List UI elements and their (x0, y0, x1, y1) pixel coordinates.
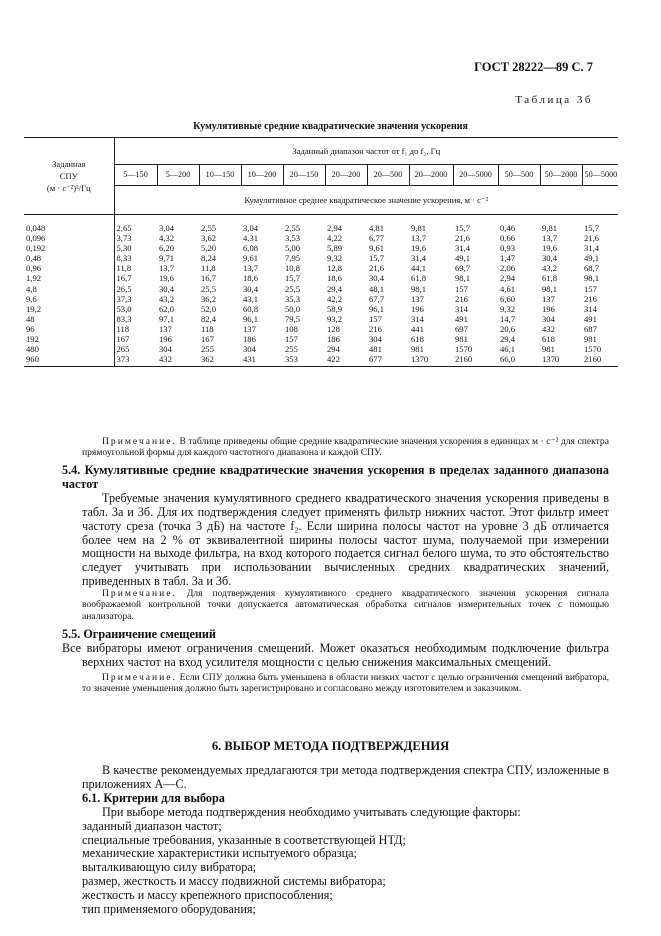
value-cell: 58,9 (327, 303, 343, 314)
value-cell: 353 (283, 354, 325, 367)
value-cell: 1570 (584, 344, 602, 355)
range-header: 20—2000 (409, 165, 453, 186)
criteria-item: заданный диапазон частот; (82, 818, 222, 833)
value-cell: 196 (411, 303, 424, 314)
value-cell: 10,8 (285, 263, 301, 274)
value-cell: 196 (159, 334, 172, 345)
table-label: Таблица 3б (515, 94, 593, 106)
value-cell: 677 (367, 354, 409, 367)
value-cell: 26,5 (116, 283, 132, 294)
value-cell: 157 (285, 334, 298, 345)
range-header: 5—150 (114, 165, 157, 186)
psd-cell: 0,048 (24, 215, 114, 234)
value-cell: 19,6 (159, 273, 175, 284)
value-cell: 66,0 (498, 354, 540, 367)
value-cell: 304 (243, 344, 256, 355)
value-cell: 687 (584, 323, 597, 334)
value-cell: 7,95 (285, 253, 301, 264)
value-cell: 11,8 (116, 263, 132, 274)
value-cell: 61,8 (411, 273, 427, 284)
value-cell: 30,4 (243, 283, 259, 294)
value-cell: 19,6 (542, 243, 558, 254)
value-cell: 5,00 (285, 243, 301, 254)
value-cell: 2,55 (285, 223, 301, 233)
note-label: Примечание. (102, 436, 177, 447)
value-cell: 4,22 (327, 233, 343, 244)
section-6 (82, 764, 609, 917)
value-cell: 49,1 (455, 253, 471, 264)
note-text: В таблице приведены общие средние квадратические значения ускорения в единицах м · с⁻² для спектра прямоугольной формы для каждого частотного диапазона и каждой СПУ. (82, 436, 609, 459)
value-cell: 422 (325, 354, 367, 367)
row-header-line: СПУ (59, 171, 78, 181)
range-header: 50—2000 (540, 165, 582, 186)
table-row (24, 324, 618, 334)
value-cell: 1370 (540, 354, 582, 367)
value-cell: 1570 (455, 344, 473, 355)
value-cell: 98,1 (584, 273, 600, 284)
criteria-item: размер, жесткость и массу подвижной системы вибратора; (82, 874, 386, 889)
value-cell: 62,0 (159, 303, 175, 314)
value-cell: 21,6 (369, 263, 385, 274)
value-cell: 97,1 (159, 313, 175, 324)
table-row (24, 334, 618, 344)
range-header: 50—500 (498, 165, 540, 186)
page-header: ГОСТ 28222—89 С. 7 (474, 60, 593, 74)
value-cell: 4,61 (500, 283, 516, 294)
value-cell: 186 (327, 334, 340, 345)
criteria-item: механические характеристики испытуемого образца; (82, 846, 357, 861)
value-cell: 304 (159, 344, 172, 355)
value-cell: 14,7 (500, 313, 516, 324)
value-cell: 137 (243, 323, 256, 334)
value-cell: 49,1 (584, 253, 600, 264)
value-cell: 981 (584, 334, 597, 345)
note-text: Для подтверждения кумулятивного среднего квадратического значения ускорения сигнала воображаемой контрольной точки допускается автоматическая обработка сигналов измерительных точек с помощью анализатора. (82, 588, 609, 622)
value-cell: 2160 (582, 354, 618, 367)
psd-cell: 48 (24, 314, 114, 324)
range-header: 20—200 (325, 165, 367, 186)
value-cell: 265 (116, 344, 130, 355)
value-cell: 42,2 (327, 293, 343, 304)
value-cell: 68,7 (584, 263, 600, 274)
section-5-4-title: 5.4. Кумулятивные средние квадратические значения ускорения в пределах заданного диапазона частот (62, 463, 609, 491)
criteria-list (82, 820, 609, 917)
psd-cell: 4,8 (24, 284, 114, 294)
value-cell: 167 (116, 334, 130, 345)
value-cell: 16,7 (201, 273, 217, 284)
section-5-4-body: Требуемые значения кумулятивного среднего квадратического значения ускорения приведены в табл. 3а и 3б. Для их подтверждения следует применять фильтр нижних частот. Этот фильтр имеет частоту среза (точка 3 дБ) на частоте f₂. Если ширина полосы частот на уровне 3 дБ отличается более чем на 2 % от эквивалентной ширины полосы частот шума, получаемой при измерении мощности на выходе фильтра, на вход которого подается сигнал белого шума, то это обстоятельство следует учитывать при использовании вычисленных средних квадратических значений, приведенных в табл. 3а и 3б. (82, 490, 609, 589)
value-cell: 36,2 (201, 293, 217, 304)
value-cell: 108 (285, 323, 298, 334)
psd-cell: 0,48 (24, 253, 114, 263)
section-5-4 (62, 463, 609, 589)
value-cell: 6,77 (369, 233, 385, 244)
value-cell: 6,60 (500, 293, 516, 304)
value-cell: 8,33 (116, 253, 132, 264)
value-cell: 3,62 (201, 233, 217, 244)
range-header: 20—150 (283, 165, 325, 186)
value-cell: 6,20 (159, 243, 175, 254)
psd-cell: 96 (24, 324, 114, 334)
value-cell: 2160 (453, 354, 498, 367)
value-cell: 157 (584, 283, 597, 294)
value-cell: 37,3 (116, 293, 132, 304)
value-cell: 314 (455, 303, 468, 314)
row-header-line: (м · с⁻²)²/Гц (46, 183, 91, 193)
psd-cell: 192 (24, 334, 114, 344)
table-caption: Кумулятивные средние квадратические значения ускорения (193, 121, 468, 132)
value-cell: 431 (241, 354, 283, 367)
value-cell: 25,5 (201, 283, 217, 294)
value-cell: 96,1 (243, 313, 259, 324)
value-cell: 255 (285, 344, 298, 355)
value-cell: 618 (542, 334, 555, 345)
value-cell: 52,0 (201, 303, 217, 314)
value-cell: 13,7 (159, 263, 175, 274)
value-cell: 53,0 (116, 303, 132, 314)
value-cell: 61,8 (542, 273, 558, 284)
value-cell: 294 (327, 344, 340, 355)
value-cell: 3,53 (285, 233, 301, 244)
value-cell: 5,20 (201, 243, 217, 254)
value-cell: 15,7 (584, 223, 600, 233)
psd-cell: 480 (24, 344, 114, 354)
range-header: 20—5000 (453, 165, 498, 186)
value-cell: 20,6 (500, 323, 516, 334)
value-cell: 82,4 (201, 313, 217, 324)
table-row (24, 304, 618, 314)
value-cell: 618 (411, 334, 424, 345)
value-cell: 21,6 (455, 233, 471, 244)
value-cell: 0,93 (500, 243, 516, 254)
section-5-5-title: 5.5. Ограничение смещений (62, 627, 216, 641)
value-cell: 373 (114, 354, 157, 367)
value-cell: 60,8 (243, 303, 259, 314)
criteria-item: жесткость и массу крепежного приспособления; (82, 888, 333, 903)
value-cell: 432 (157, 354, 199, 367)
value-cell: 196 (542, 303, 555, 314)
section-6-body: В качестве рекомендуемых предлагаются три метода подтверждения спектра СПУ, изложенные в приложениях А—С. (82, 763, 609, 791)
criteria-item: выталкивающую силу вибратора; (82, 860, 257, 875)
value-cell: 0,66 (500, 233, 516, 244)
section-5-5 (62, 627, 609, 670)
value-cell: 15,7 (455, 223, 471, 233)
value-cell: 304 (542, 313, 555, 324)
value-cell: 21,6 (584, 233, 600, 244)
value-cell: 3,04 (243, 223, 259, 233)
note-label: Примечание. (102, 588, 177, 599)
section-5-5-body: Все вибраторы имеют ограничения смещений. Может оказаться необходимым подключение фильтра верхних частот на вход усилителя мощности с целью снижения максимальных смещений. (62, 640, 609, 669)
value-cell: 13,7 (243, 263, 259, 274)
note-text: Если СПУ должна быть уменьшена в области низких частот с целью ограничения смещений вибратора, то значение уменьшения должно быть зарегистрировано и согласовано между изготовителем и заказчиком. (82, 672, 609, 695)
note-3 (82, 672, 609, 695)
value-cell: 137 (411, 293, 424, 304)
table-row (24, 294, 618, 304)
value-cell: 981 (455, 334, 468, 345)
table-row (24, 273, 618, 283)
psd-cell: 9,6 (24, 294, 114, 304)
value-cell: 2,94 (327, 223, 343, 233)
value-cell: 31,4 (455, 243, 471, 254)
value-cell: 118 (116, 323, 130, 334)
value-cell: 2,55 (201, 223, 217, 233)
value-cell: 157 (369, 313, 382, 324)
value-cell: 3,73 (116, 233, 132, 244)
value-cell: 314 (584, 303, 597, 314)
value-cell: 98,1 (542, 283, 558, 294)
value-cell: 16,7 (116, 273, 132, 284)
psd-cell: 1,92 (24, 273, 114, 283)
value-cell: 4,31 (243, 233, 259, 244)
table-row (24, 344, 618, 354)
value-cell: 432 (542, 323, 555, 334)
table-row (24, 354, 618, 367)
psd-cell: 960 (24, 354, 114, 367)
note-label: Примечание. (102, 672, 177, 683)
frequency-range-header: Заданный диапазон частот от f₁ до f₂, Гц (114, 138, 618, 165)
value-cell: 15,7 (285, 273, 301, 284)
value-cell: 67,7 (369, 293, 385, 304)
value-cell: 30,4 (542, 253, 558, 264)
value-cell: 491 (584, 313, 597, 324)
value-cell: 314 (411, 313, 424, 324)
value-cell: 43,1 (243, 293, 259, 304)
section-6-1-intro: При выборе метода подтверждения необходимо учитывать следующие факторы: (102, 804, 521, 819)
value-cell: 5,89 (327, 243, 343, 254)
value-cell: 15,7 (369, 253, 385, 264)
range-header: 50—5000 (582, 165, 618, 186)
value-cell: 304 (369, 334, 382, 345)
range-header: 20—500 (367, 165, 409, 186)
value-cell: 186 (243, 334, 256, 345)
row-header-line: Заданная (52, 159, 86, 169)
value-cell: 167 (201, 334, 214, 345)
value-cell: 981 (411, 344, 424, 355)
value-cell: 118 (201, 323, 214, 334)
value-cell: 0,46 (500, 223, 516, 233)
value-cell: 981 (542, 344, 555, 355)
value-cell: 9,61 (369, 243, 385, 254)
value-cell: 8,24 (201, 253, 217, 264)
value-cell: 30,4 (369, 273, 385, 284)
value-cell: 9,81 (542, 223, 558, 233)
value-cell: 491 (455, 313, 468, 324)
section-6-title: 6. ВЫБОР МЕТОДА ПОДТВЕРЖДЕНИЯ (211, 739, 450, 753)
value-cell: 216 (584, 293, 597, 304)
value-cell: 46,1 (500, 344, 516, 355)
table-row (24, 233, 618, 243)
value-cell: 9,71 (159, 253, 175, 264)
value-cell: 157 (455, 283, 468, 294)
value-cell: 362 (199, 354, 241, 367)
value-cell: 13,7 (411, 233, 427, 244)
value-cell: 4,81 (369, 223, 385, 233)
value-cell: 255 (201, 344, 214, 355)
value-cell: 43,2 (159, 293, 175, 304)
value-cell: 69,7 (455, 263, 471, 274)
section-6-1-title: 6.1. Критерии для выбора (82, 790, 225, 805)
value-cell: 128 (327, 323, 340, 334)
value-cell: 4,32 (159, 233, 175, 244)
value-cell: 2,65 (116, 223, 132, 233)
value-cell: 11,8 (201, 263, 216, 274)
value-cell: 9,61 (243, 253, 259, 264)
value-cell: 216 (369, 323, 382, 334)
value-cell: 29,4 (327, 283, 343, 294)
value-cell: 25,5 (285, 283, 301, 294)
note-2 (82, 588, 609, 622)
criteria-item: тип применяемого оборудования; (82, 902, 256, 917)
note-1 (82, 436, 609, 459)
value-cell: 18,6 (327, 273, 343, 284)
value-cell: 9,32 (327, 253, 343, 264)
value-cell: 50,0 (285, 303, 301, 314)
table-row (24, 243, 618, 253)
value-cell: 1,47 (500, 253, 516, 264)
value-cell: 6,08 (243, 243, 259, 254)
value-cell: 30,4 (159, 283, 175, 294)
table-row (24, 314, 618, 324)
value-cell: 9,32 (500, 303, 516, 314)
table-row (24, 215, 618, 234)
row-header (24, 138, 114, 215)
psd-cell: 0,96 (24, 263, 114, 273)
value-cell: 83,3 (116, 313, 132, 324)
range-header: 10—200 (241, 165, 283, 186)
value-cell: 48,1 (369, 283, 385, 294)
value-cell: 137 (542, 293, 555, 304)
value-cell: 9,81 (411, 223, 427, 233)
value-cell: 43,2 (542, 263, 558, 274)
values-header: Кумулятивное среднее квадратическое значение ускорения, м · с⁻² (114, 186, 618, 215)
value-cell: 29,4 (500, 334, 516, 345)
value-cell: 2,06 (500, 263, 516, 274)
range-header: 10—150 (199, 165, 241, 186)
table-row (24, 263, 618, 273)
psd-cell: 0,192 (24, 243, 114, 253)
data-table (24, 137, 618, 367)
value-cell: 12,8 (327, 263, 343, 274)
value-cell: 35,3 (285, 293, 301, 304)
criteria-item: специальные требования, указанные в соответствующей НТД; (82, 832, 406, 847)
range-header: 5—200 (157, 165, 199, 186)
value-cell: 441 (411, 323, 424, 334)
value-cell: 44,1 (411, 263, 427, 274)
value-cell: 19,6 (411, 243, 427, 254)
value-cell: 2,94 (500, 273, 516, 284)
value-cell: 93,2 (327, 313, 343, 324)
psd-cell: 19,2 (24, 304, 114, 314)
value-cell: 96,1 (369, 303, 385, 314)
table-row (24, 253, 618, 263)
value-cell: 481 (369, 344, 382, 355)
value-cell: 697 (455, 323, 468, 334)
value-cell: 18,6 (243, 273, 259, 284)
value-cell: 79,5 (285, 313, 301, 324)
value-cell: 31,4 (584, 243, 600, 254)
value-cell: 1370 (409, 354, 453, 367)
value-cell: 98,1 (411, 283, 427, 294)
table-row (24, 284, 618, 294)
value-cell: 137 (159, 323, 172, 334)
value-cell: 3,04 (159, 223, 175, 233)
value-cell: 5,30 (116, 243, 132, 254)
psd-cell: 0,096 (24, 233, 114, 243)
value-cell: 31,4 (411, 253, 427, 264)
value-cell: 13,7 (542, 233, 558, 244)
value-cell: 98,1 (455, 273, 471, 284)
value-cell: 216 (455, 293, 468, 304)
